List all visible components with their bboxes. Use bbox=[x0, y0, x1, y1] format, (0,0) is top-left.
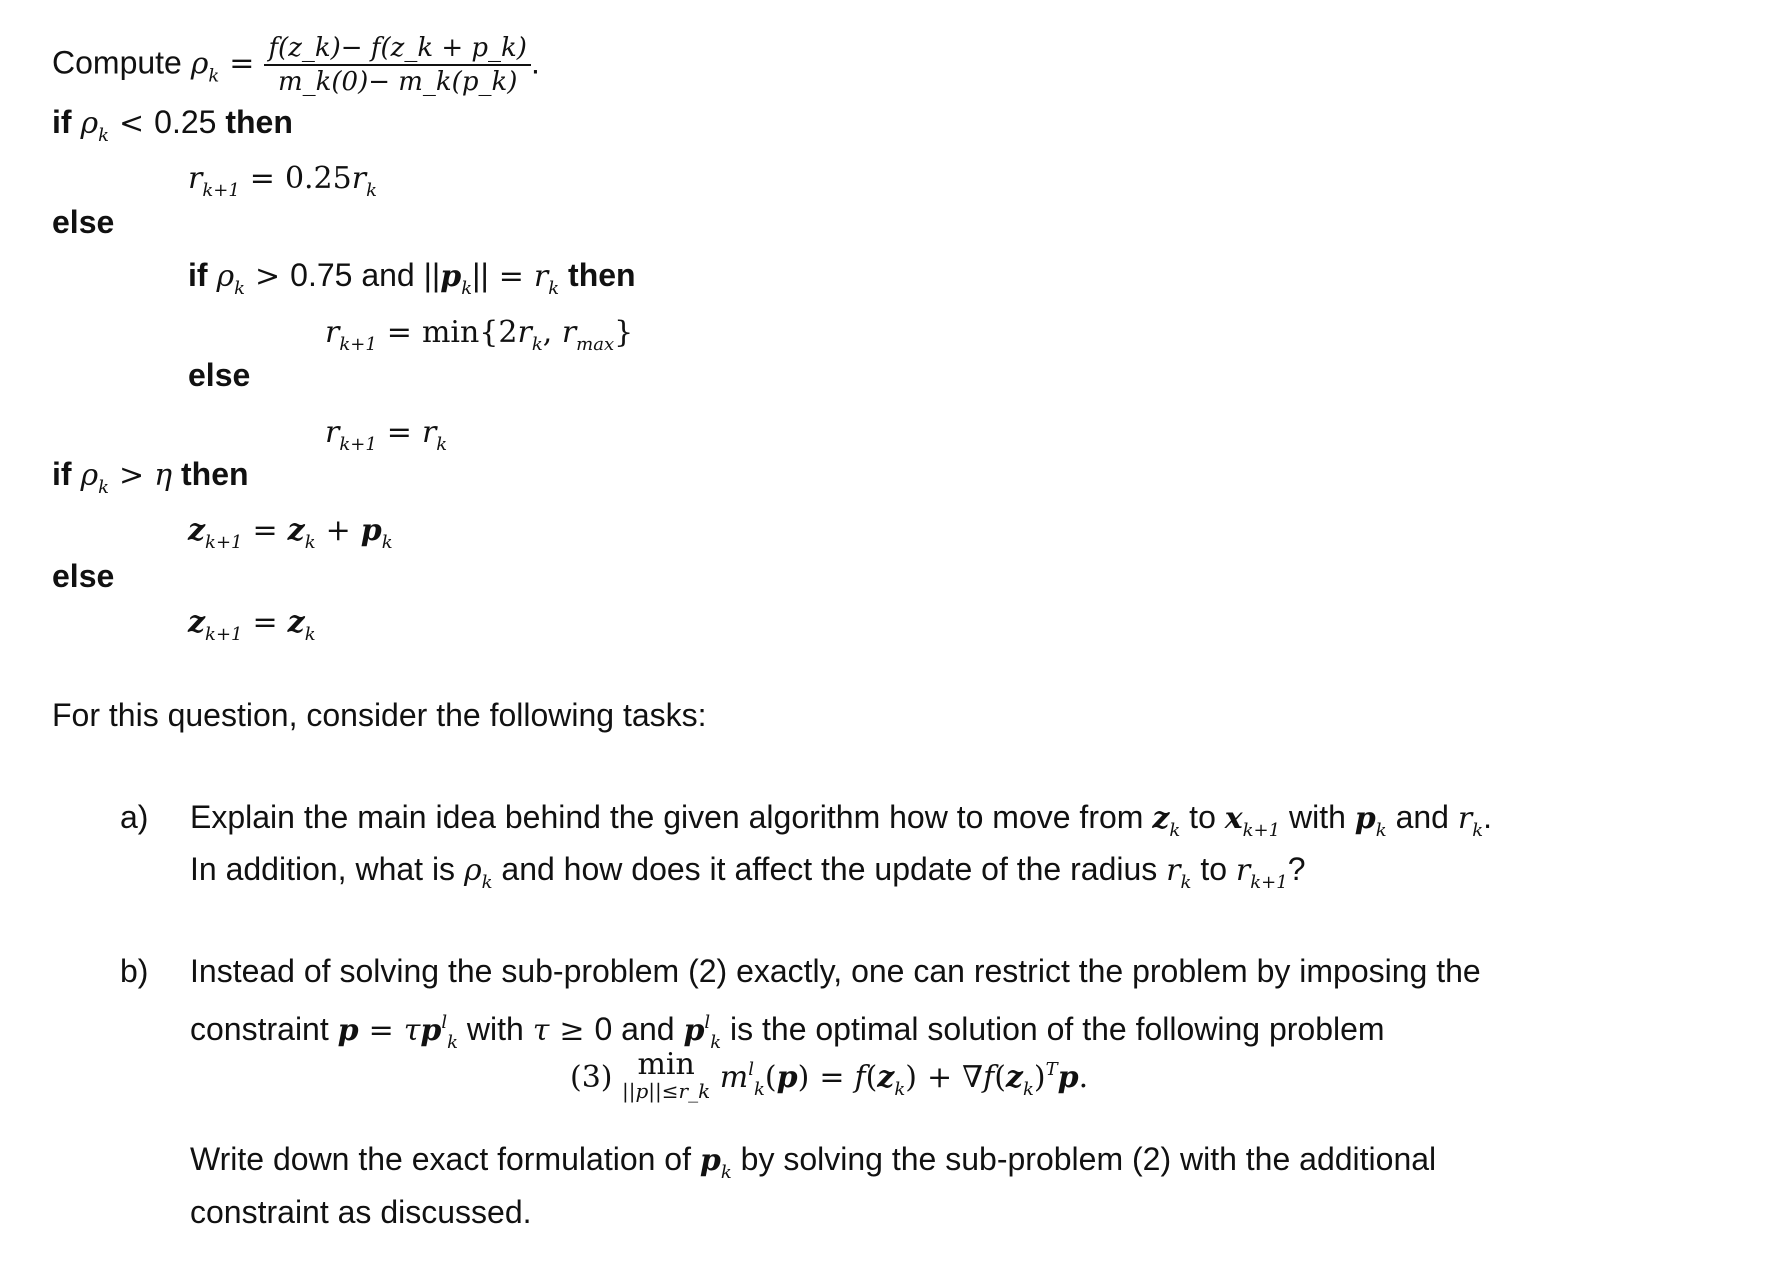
math-symbol: < bbox=[119, 106, 145, 141]
math-symbol: ) bbox=[797, 1060, 810, 1095]
text-segment: constraint bbox=[190, 1011, 338, 1047]
math-symbol: p bbox=[776, 1060, 798, 1095]
text-segment: 0 and bbox=[594, 1011, 684, 1047]
text-segment: if bbox=[52, 456, 81, 492]
math-symbol: m bbox=[710, 1060, 749, 1095]
text-segment: For this question, consider the following tasks: bbox=[52, 697, 707, 733]
subscript: k bbox=[304, 624, 316, 645]
text-line bbox=[325, 411, 447, 465]
subscript: k bbox=[447, 1032, 459, 1053]
subscript: k bbox=[436, 434, 448, 455]
subscript: k bbox=[753, 1079, 765, 1100]
text-line bbox=[188, 355, 250, 395]
subscript: k bbox=[1022, 1079, 1034, 1100]
math-symbol: = bbox=[819, 1060, 845, 1095]
subscript: k bbox=[366, 180, 377, 201]
math-symbol: ) bbox=[905, 1060, 917, 1095]
math-symbol: z bbox=[287, 513, 305, 548]
math-symbol: z bbox=[287, 605, 305, 640]
text-segment: Explain the main idea behind the given algorithm how to move from bbox=[190, 799, 1153, 835]
text-segment: Instead of solving the sub-problem (2) exactly, one can restrict the problem by imposing the bbox=[190, 953, 1481, 989]
math-symbol: > bbox=[255, 259, 281, 294]
subscript: k bbox=[1375, 820, 1387, 841]
math-symbol: p bbox=[420, 1013, 442, 1048]
subscript: k bbox=[894, 1079, 906, 1100]
text-segment: then bbox=[225, 104, 293, 140]
text-segment: 0.75 and || bbox=[290, 257, 441, 293]
math-symbol: z bbox=[877, 1060, 895, 1095]
text-segment: else bbox=[52, 204, 115, 240]
math-symbol: p bbox=[1354, 801, 1376, 836]
math-symbol: + bbox=[325, 513, 351, 548]
fraction bbox=[264, 32, 531, 98]
math-symbol: ( bbox=[994, 1060, 1006, 1095]
text-line bbox=[120, 797, 148, 837]
text-line bbox=[190, 849, 1305, 903]
math-symbol: p bbox=[683, 1013, 705, 1048]
subscript: k+1 bbox=[205, 624, 243, 645]
math-symbol: x bbox=[1224, 801, 1243, 836]
text-line bbox=[188, 509, 393, 563]
text-line bbox=[190, 1192, 532, 1232]
math-symbol: r bbox=[421, 415, 437, 450]
subscript: k+1 bbox=[1242, 820, 1281, 841]
text-line bbox=[52, 102, 293, 156]
text-segment: || bbox=[472, 257, 489, 293]
math-symbol: = bbox=[386, 415, 412, 450]
subscript: k bbox=[481, 872, 493, 893]
text-segment: and how does it affect the update of the radius bbox=[492, 851, 1167, 887]
math-symbol: z bbox=[1152, 801, 1170, 836]
subscript: k bbox=[461, 278, 473, 299]
subscript: k bbox=[208, 65, 220, 87]
fraction-denominator: m_k(0)− m_k(p_k) bbox=[277, 67, 518, 97]
text-segment: . bbox=[530, 44, 540, 81]
math-symbol: η bbox=[154, 458, 173, 493]
subscript: k bbox=[98, 477, 109, 498]
math-symbol: r bbox=[1166, 853, 1181, 888]
math-symbol: ρ bbox=[216, 259, 235, 294]
subscript: k+1 bbox=[1250, 872, 1288, 893]
subscript: k+1 bbox=[205, 532, 243, 553]
math-symbol: z bbox=[188, 605, 206, 640]
text-line bbox=[190, 951, 1481, 991]
math-symbol: r bbox=[1457, 801, 1473, 836]
text-line bbox=[52, 695, 707, 735]
text-segment: then bbox=[172, 456, 249, 492]
math-symbol: = bbox=[498, 259, 524, 294]
text-segment: a) bbox=[120, 799, 149, 835]
text-line bbox=[188, 255, 636, 309]
math-symbol: r bbox=[325, 315, 340, 350]
math-symbol: ρ bbox=[463, 853, 482, 888]
subscript: k bbox=[304, 532, 316, 553]
text-line bbox=[325, 311, 633, 365]
text-line bbox=[188, 601, 316, 655]
text-segment: else bbox=[188, 357, 251, 393]
math-symbol: p bbox=[337, 1013, 359, 1048]
text-line bbox=[120, 951, 148, 991]
math-symbol: r bbox=[351, 161, 367, 196]
text-segment: is the optimal solution of the following problem bbox=[721, 1011, 1385, 1047]
text-segment: to bbox=[1191, 851, 1236, 887]
subscript: k bbox=[1169, 820, 1181, 841]
subscript: k bbox=[1472, 820, 1484, 841]
math-symbol: p bbox=[699, 1143, 721, 1178]
superscript: l bbox=[748, 1059, 754, 1080]
math-symbol: r bbox=[533, 259, 549, 294]
text-segment: if bbox=[188, 257, 217, 293]
text-segment: and bbox=[1386, 799, 1458, 835]
text-segment: with bbox=[458, 1011, 533, 1047]
text-line bbox=[570, 1047, 1089, 1110]
math-symbol: = bbox=[252, 513, 278, 548]
math-symbol: > bbox=[119, 458, 145, 493]
math-symbol: r bbox=[188, 161, 203, 196]
fraction-numerator: f(z_k)− f(z_k + p_k) bbox=[264, 32, 531, 66]
math-symbol: ( bbox=[865, 1060, 878, 1095]
math-symbol: . bbox=[1078, 1060, 1089, 1095]
subscript: k bbox=[710, 1032, 722, 1053]
math-symbol: τ bbox=[532, 1013, 550, 1048]
text-line bbox=[52, 454, 249, 508]
min-operator bbox=[622, 1047, 711, 1103]
text-line bbox=[52, 32, 540, 98]
text-line bbox=[52, 202, 114, 242]
math-symbol: ( bbox=[764, 1060, 777, 1095]
text-line bbox=[188, 157, 377, 211]
math-symbol: f bbox=[854, 1060, 866, 1095]
text-segment: Write down the exact formulation of bbox=[190, 1141, 700, 1177]
math-symbol: r bbox=[325, 415, 340, 450]
math-symbol: τ bbox=[403, 1013, 421, 1048]
math-symbol: p bbox=[440, 259, 462, 294]
text-segment: if bbox=[52, 104, 81, 140]
min-constraint: ||p||≤r_k bbox=[622, 1079, 711, 1103]
subscript: k+1 bbox=[339, 434, 377, 455]
subscript: k bbox=[548, 278, 560, 299]
min-label: min bbox=[637, 1047, 695, 1082]
text-segment: In addition, what is bbox=[190, 851, 464, 887]
math-symbol: r bbox=[517, 315, 532, 350]
text-segment: . bbox=[1483, 799, 1493, 835]
math-symbol: = bbox=[229, 46, 255, 82]
subscript: k bbox=[381, 532, 393, 553]
text-segment: ? bbox=[1287, 851, 1306, 887]
text-line bbox=[190, 797, 1492, 851]
math-symbol: (3) bbox=[570, 1060, 623, 1095]
subscript: k bbox=[720, 1162, 732, 1183]
text-segment: then bbox=[559, 257, 636, 293]
math-symbol: = bbox=[386, 315, 412, 350]
text-segment: constraint as discussed. bbox=[190, 1194, 532, 1230]
subscript: k bbox=[531, 334, 543, 355]
math-symbol: r bbox=[1235, 853, 1251, 888]
math-symbol: , bbox=[542, 315, 562, 350]
subscript: k bbox=[1180, 872, 1192, 893]
superscript: T bbox=[1045, 1059, 1058, 1080]
math-symbol: ρ bbox=[80, 458, 99, 493]
text-segment: Compute bbox=[52, 44, 191, 81]
math-symbol: min{2 bbox=[421, 315, 518, 350]
math-symbol: p bbox=[360, 513, 382, 548]
math-symbol: ≥ bbox=[559, 1013, 585, 1048]
math-symbol: 0.25 bbox=[284, 161, 352, 196]
text-line bbox=[190, 1139, 1436, 1193]
math-symbol: p bbox=[1057, 1060, 1079, 1095]
text-segment: to bbox=[1180, 799, 1225, 835]
text-segment: else bbox=[52, 558, 115, 594]
subscript: k+1 bbox=[202, 180, 240, 201]
math-symbol: + bbox=[926, 1060, 953, 1095]
math-symbol: z bbox=[1005, 1060, 1023, 1095]
text-line bbox=[52, 556, 114, 596]
math-symbol: z bbox=[188, 513, 206, 548]
superscript: l bbox=[441, 1012, 448, 1033]
subscript: max bbox=[576, 334, 615, 355]
subscript: k+1 bbox=[339, 334, 377, 355]
math-symbol: ρ bbox=[190, 46, 209, 82]
math-symbol: ∇f bbox=[962, 1060, 995, 1095]
math-symbol: = bbox=[249, 161, 275, 196]
subscript: k bbox=[234, 278, 245, 299]
text-segment: by solving the sub-problem (2) with the additional bbox=[731, 1141, 1437, 1177]
math-symbol: ) bbox=[1033, 1060, 1046, 1095]
math-symbol: r bbox=[561, 315, 577, 350]
math-symbol: = bbox=[368, 1013, 394, 1048]
text-segment: 0.25 bbox=[154, 104, 226, 140]
math-symbol: ρ bbox=[80, 106, 99, 141]
math-symbol: = bbox=[252, 605, 278, 640]
math-symbol: } bbox=[614, 315, 634, 350]
text-segment: with bbox=[1280, 799, 1355, 835]
text-segment: b) bbox=[120, 953, 149, 989]
superscript: l bbox=[704, 1012, 711, 1033]
subscript: k bbox=[98, 125, 109, 146]
